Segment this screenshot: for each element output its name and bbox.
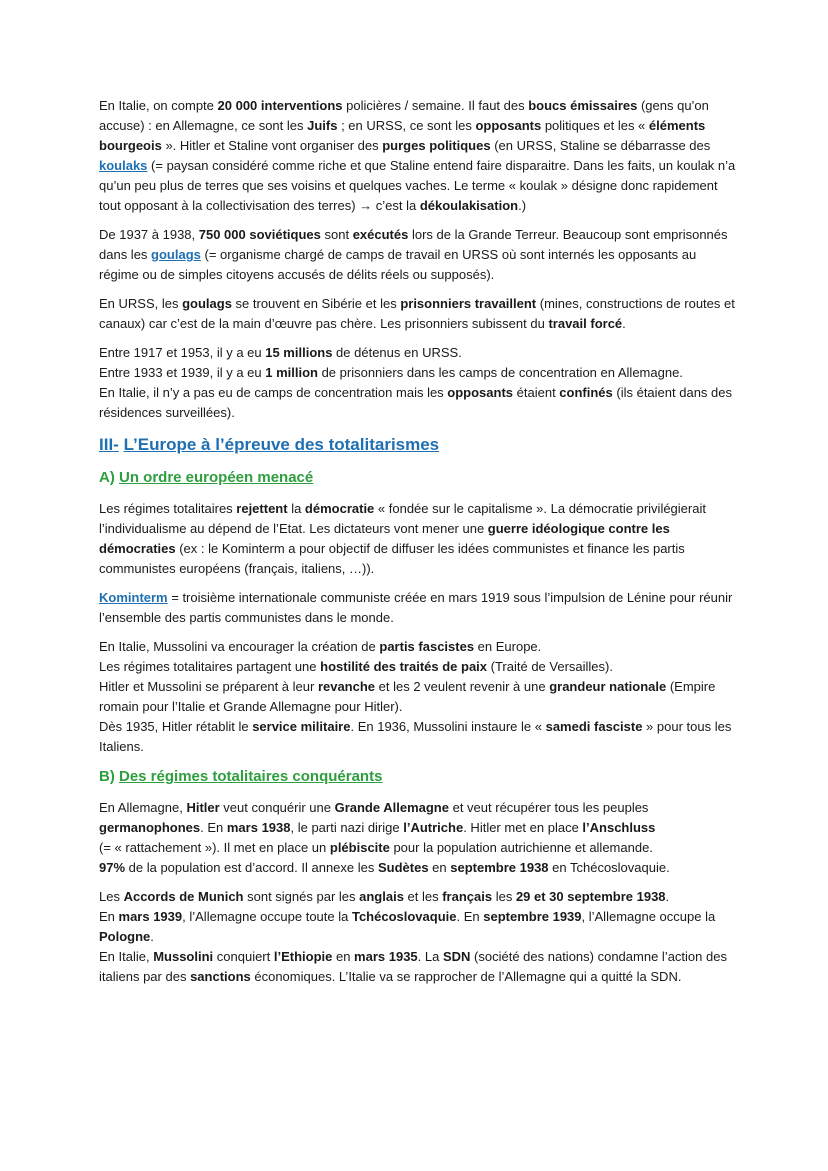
text-run: pour la population autrichienne et allemande. <box>389 840 653 855</box>
text-run: Les régimes totalitaires partagent une <box>99 659 321 674</box>
bold-text: confinés <box>559 385 613 400</box>
glossary-term: goulags <box>151 247 201 262</box>
paragraph-goulags <box>99 294 739 334</box>
paragraph-grande-allemagne <box>99 798 739 878</box>
text-run: . <box>150 929 154 944</box>
bold-text: grandeur nationale <box>549 679 667 694</box>
text-run: (gens qu’on accuse) : en Allemagne, ce sont les <box>99 98 709 133</box>
subsection-a-title <box>99 467 739 489</box>
text-run: la <box>287 501 305 516</box>
text-run: , l’Allemagne occupe la <box>581 909 716 924</box>
bold-text: Tchécoslovaquie <box>351 909 457 924</box>
bold-text: 15 millions <box>265 345 333 360</box>
text-run: lors de la Grande Terreur. Beaucoup sont emprisonnés dans les <box>99 227 728 262</box>
section-title-number: III- <box>99 435 119 454</box>
bold-text: Accords de Munich <box>123 889 244 904</box>
text-run: En Italie, il n’y a pas eu de camps de concentration mais les <box>99 385 448 400</box>
text-run: et les <box>403 889 443 904</box>
text-run: conquiert <box>213 949 274 964</box>
bold-text: Sudètes <box>377 860 429 875</box>
text-run: économiques. L’Italie va se rapprocher de l’Allemagne qui a quitté la SDN. <box>250 969 682 984</box>
paragraph-accords-munich <box>99 887 739 987</box>
text-run: En URSS, les <box>99 296 183 311</box>
bold-text: mars 1935 <box>354 949 418 964</box>
bold-text: français <box>442 889 493 904</box>
text-run: et veut récupérer tous les peuples <box>448 800 649 815</box>
text-run: » pour tous les Italiens. <box>99 719 732 754</box>
bold-text: purges politiques <box>382 138 491 153</box>
text-run: De 1937 à 1938, <box>99 227 199 242</box>
text-run: en <box>428 860 451 875</box>
bold-text: 1 million <box>265 365 318 380</box>
text-run: (société des nations) condamne l’action des italiens par des <box>99 949 727 984</box>
bold-text: 97% <box>99 860 126 875</box>
text-run: sont signés par les <box>243 889 360 904</box>
bold-text: 750 000 soviétiques <box>198 227 321 242</box>
text-run: (ils étaient dans des résidences surveillées). <box>99 385 732 420</box>
subsection-a-number: A) <box>99 469 115 486</box>
bold-text: septembre 1939 <box>483 909 582 924</box>
text-run: . <box>622 316 626 331</box>
text-run: de détenus en URSS. <box>332 345 462 360</box>
bold-text: partis fascistes <box>379 639 475 654</box>
bold-text: mars 1938 <box>226 820 291 835</box>
bold-text: plébiscite <box>329 840 390 855</box>
subsection-b-text: Des régimes totalitaires conquérants <box>119 768 383 785</box>
bold-text: opposants <box>447 385 514 400</box>
text-run: « fondée sur le capitalisme ». La démocratie privilégierait l’individualisme au dépend de l’Etat. Les dictateurs vont mener une <box>99 501 706 536</box>
paragraph-kominterm <box>99 588 739 628</box>
bold-text: l’Anschluss <box>582 820 656 835</box>
text-run: . En <box>200 820 227 835</box>
bold-text: sanctions <box>190 969 251 984</box>
bold-text: SDN <box>442 949 471 964</box>
bold-text: l’Autriche <box>403 820 464 835</box>
bold-text: opposants <box>475 118 542 133</box>
bold-text: goulags <box>182 296 232 311</box>
text-run: .) <box>518 198 527 213</box>
bold-text: samedi fasciste <box>545 719 643 734</box>
text-run: se trouvent en Sibérie et les <box>231 296 401 311</box>
bold-text: Pologne <box>99 929 151 944</box>
bold-text: revanche <box>317 679 376 694</box>
bold-text: éléments bourgeois <box>99 118 706 153</box>
text-run: En Italie, <box>99 949 154 964</box>
text-run: de la population est d’accord. Il annexe les <box>125 860 378 875</box>
bold-text: germanophones <box>99 820 201 835</box>
paragraph-repression-purges <box>99 96 739 216</box>
glossary-term: Kominterm <box>99 590 168 605</box>
bold-text: travail forcé <box>548 316 623 331</box>
bold-text: 20 000 interventions <box>217 98 343 113</box>
subsection-a-text: Un ordre européen menacé <box>119 469 314 486</box>
text-run: Hitler et Mussolini se préparent à leur <box>99 679 318 694</box>
paragraph-grande-terreur <box>99 225 739 285</box>
bold-text: prisonniers travaillent <box>400 296 537 311</box>
document-body <box>99 96 739 996</box>
bold-text: septembre 1938 <box>450 860 549 875</box>
text-run: (Traité de Versailles). <box>487 659 613 674</box>
text-run: , l’Allemagne occupe toute la <box>182 909 352 924</box>
bold-text: anglais <box>359 889 404 904</box>
text-run: En <box>99 909 119 924</box>
text-run: Les régimes totalitaires <box>99 501 237 516</box>
text-run: En Allemagne, <box>99 800 187 815</box>
subsection-b-title <box>99 766 739 788</box>
paragraph-democratie <box>99 499 739 579</box>
text-run: ». Hitler et Staline vont organiser des <box>161 138 383 153</box>
text-run: . <box>665 889 670 904</box>
bold-text: service militaire <box>252 719 351 734</box>
section-title-text: L’Europe à l’épreuve des totalitarismes <box>123 435 440 454</box>
glossary-term: koulaks <box>99 158 148 173</box>
text-run: , le parti nazi dirige <box>290 820 404 835</box>
text-run: = troisième internationale communiste créée en mars 1919 sous l’impulsion de Lénine pour réunir l’ensemble des partis communistes dans le monde. <box>99 590 733 625</box>
text-run: . La <box>417 949 443 964</box>
text-run: politiques et les « <box>541 118 649 133</box>
text-run: Dès 1935, Hitler rétablit le <box>99 719 253 734</box>
text-run: (= « rattachement »). Il met en place un <box>99 840 330 855</box>
bold-text: Hitler <box>186 800 220 815</box>
text-run: Entre 1917 et 1953, il y a eu <box>99 345 266 360</box>
text-run: étaient <box>513 385 560 400</box>
text-run: . Hitler met en place <box>463 820 583 835</box>
bold-text: hostilité des traités de paix <box>320 659 488 674</box>
text-run: En Italie, Mussolini va encourager la création de <box>99 639 380 654</box>
text-run: (Empire romain pour l’Italie et Grande Allemagne pour Hitler). <box>99 679 716 714</box>
paragraph-detenus <box>99 343 739 423</box>
text-run: en Tchécoslovaquie. <box>548 860 670 875</box>
text-run: en Europe. <box>474 639 542 654</box>
text-run: (= paysan considéré comme riche et que Staline entend faire disparaitre. Dans les faits, un koulak n’a qu’un peu plus de terres que ses voisins et quelques vaches. Le terme « koulak » désigne donc rapidement tout opposant à la collectivisation des terres) → c’est la <box>99 158 736 213</box>
text-run: policières / semaine. Il faut des <box>342 98 529 113</box>
text-run: de prisonniers dans les camps de concentration en Allemagne. <box>317 365 683 380</box>
text-run: (en URSS, Staline se débarrasse des <box>490 138 711 153</box>
text-run: Entre 1933 et 1939, il y a eu <box>99 365 266 380</box>
bold-text: Grande Allemagne <box>334 800 449 815</box>
text-run: ; en URSS, ce sont les <box>337 118 476 133</box>
bold-text: mars 1939 <box>118 909 183 924</box>
bold-text: exécutés <box>352 227 409 242</box>
text-run: les <box>492 889 516 904</box>
bold-text: guerre idéologique contre les démocraties <box>99 521 670 556</box>
bold-text: démocratie <box>304 501 375 516</box>
bold-text: Juifs <box>307 118 338 133</box>
bold-text: l’Ethiopie <box>273 949 333 964</box>
text-run: en <box>332 949 355 964</box>
text-run: Les <box>99 889 124 904</box>
text-run: et les 2 veulent revenir à une <box>375 679 550 694</box>
subsection-b-number: B) <box>99 768 115 785</box>
text-run: . En <box>456 909 484 924</box>
text-run: veut conquérir une <box>219 800 335 815</box>
paragraph-revanche <box>99 637 739 757</box>
section-title <box>99 433 739 457</box>
bold-text: dékoulakisation <box>419 198 519 213</box>
text-run: sont <box>320 227 353 242</box>
text-run: (= organisme chargé de camps de travail en URSS où sont internés les opposants au régime ou de simples citoyens accusés de délits réels ou supposés). <box>99 247 697 282</box>
bold-text: rejettent <box>236 501 288 516</box>
text-run: . En 1936, Mussolini instaure le « <box>350 719 546 734</box>
text-run: (ex : le Kominterm a pour objectif de diffuser les idées communistes et finance les partis communistes européens (français, italiens, …)). <box>99 541 685 576</box>
text-run: (mines, constructions de routes et canaux) car c’est de la main d’œuvre pas chère. Les prisonniers subissent du <box>99 296 735 331</box>
bold-text: Mussolini <box>153 949 214 964</box>
bold-text: boucs émissaires <box>528 98 638 113</box>
bold-text: 29 et 30 septembre 1938 <box>515 889 666 904</box>
text-run: En Italie, on compte <box>99 98 218 113</box>
